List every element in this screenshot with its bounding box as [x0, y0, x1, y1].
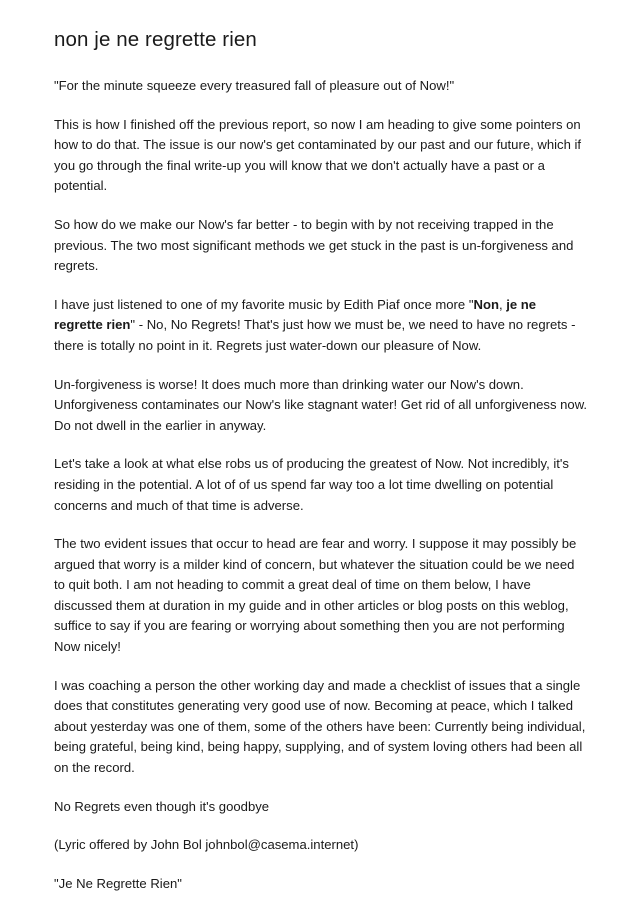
paragraph-quote: "For the minute squeeze every treasured fall of pleasure out of Now!" — [54, 78, 455, 93]
paragraph-intro: This is how I finished off the previous report, so now I am heading to give some pointers on how to do that. The issue is our now's get contaminated by our past and our future, which if you go through the final write-up you will know that we don't actually have a past or a potential. — [54, 116, 582, 194]
paragraph-unforgiveness: Un-forgiveness is worse! It does much more than drinking water our Now's down. Unforgiveness contaminates our Now's like stagnant water! Get rid of all unforgiveness now. Do not dwell in the earlier in anyway. — [54, 376, 588, 433]
paragraph-better-nows: So how do we make our Now's far better - to begin with by not receiving trapped in the previous. The two most significant methods we get stuck in the past is un-forgiveness and regrets. — [54, 216, 574, 274]
text-run: , — [498, 296, 507, 312]
paragraph-potential: Let's take a look at what else robs us of producing the greatest of Now. Not incredibly, it's residing in the potential. A lot of of us spend far way too a lot time dwelling on potential concerns and much of that time is adverse. — [54, 456, 569, 513]
bold-text-je-ne-regrette-rien: je ne regrette rien — [54, 296, 537, 333]
text-run: " - No, No Regrets! That's just how we must be, we need to have no regrets - there is totally no point in it. Regrets just water-down our pleasure of Now. — [54, 317, 576, 353]
paragraph-edith-piaf — [54, 295, 588, 357]
paragraph-fear-worry: The two evident issues that occur to head are fear and worry. I suppose it may possibly be argued that worry is a milder kind of concern, but whatever the situation could be we need to quit both. I am not heading to commit a great deal of time on them below, I have discussed them at duration in my guide and in other articles or blog posts on this weblog, suffice to say if you are fearing or worrying about something then you are not performing Now nicely! — [54, 536, 577, 655]
page-title: non je ne regrette rien — [54, 28, 257, 51]
paragraph-coaching: I was coaching a person the other working day and made a checklist of issues that a single does that constitutes generating very good use of now. Becoming at peace, which I talked about yesterday was one of them, some of the others have been: Currently being individual, being grateful, being kind, being happy, supplying, and of system loving others had been all on the record. — [54, 677, 586, 776]
paragraph-no-regrets: No Regrets even though it's goodbye — [54, 798, 270, 814]
bold-text-non: Non — [473, 296, 499, 312]
paragraph-song-title: "Je Ne Regrette Rien" — [54, 875, 182, 891]
text-run: I have just listened to one of my favorite music by Edith Piaf once more " — [54, 296, 474, 312]
paragraph-lyric-credit: (Lyric offered by John Bol johnbol@casema.internet) — [54, 837, 359, 853]
